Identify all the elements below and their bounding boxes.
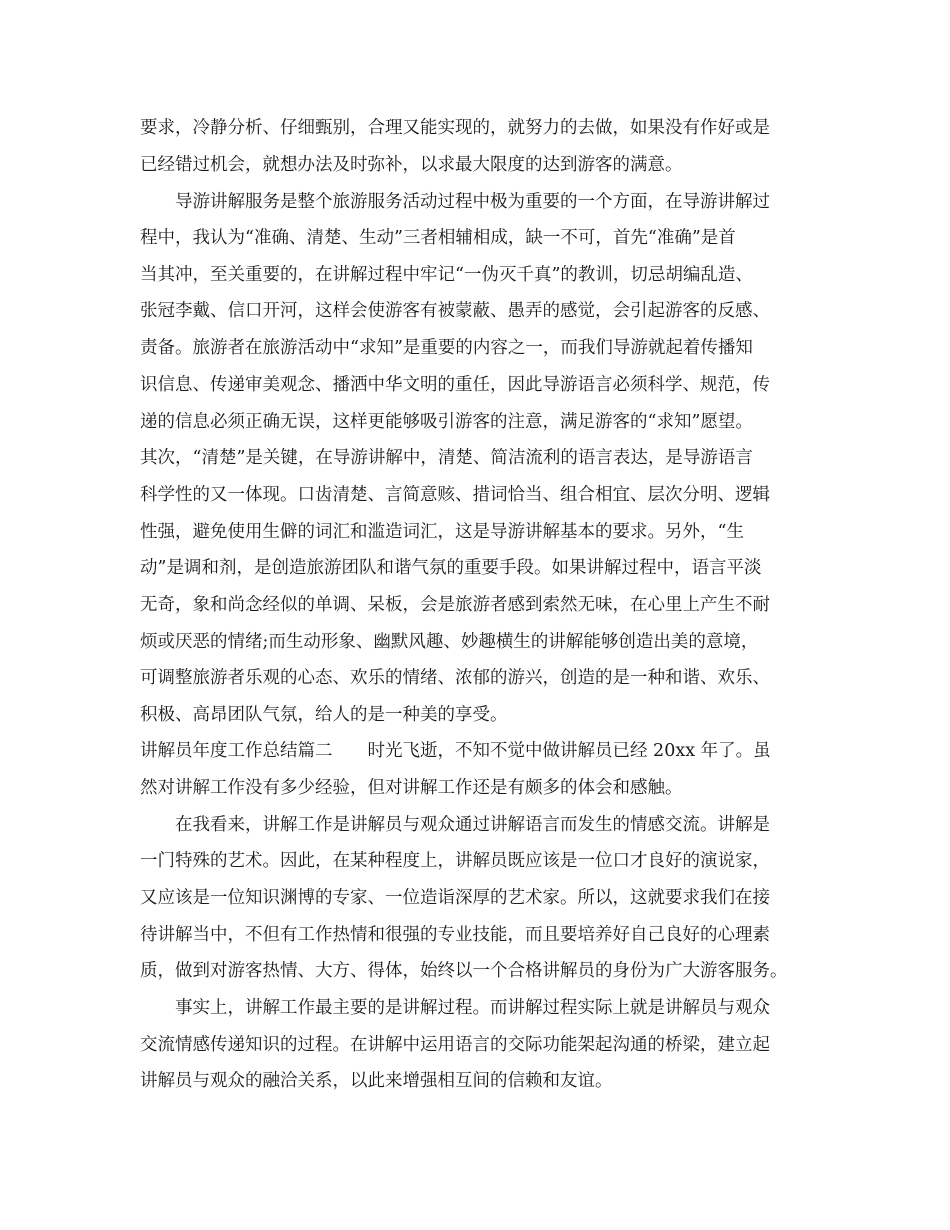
text-line: 可调整旅游者乐观的心态、欢乐的情绪、浓郁的游兴，创造的是一种和谐、欢乐、 bbox=[140, 668, 770, 688]
paragraph-first-line: 导游讲解服务是整个旅游服务活动过程中极为重要的一个方面，在导游讲解过 bbox=[175, 192, 770, 212]
text-line: 科学性的又一体现。口齿清楚、言简意赅、措词恰当、组合相宜、层次分明、逻辑 bbox=[140, 485, 770, 505]
text-line: 讲解员与观众的融洽关系，以此来增强相互间的信赖和友谊。 bbox=[140, 1071, 613, 1091]
text-line: 交流情感传递知识的过程。在讲解中运用语言的交际功能架起沟通的桥梁，建立起 bbox=[140, 1035, 770, 1055]
text-line: 然对讲解工作没有多少经验，但对讲解工作还是有颇多的体会和感触。 bbox=[140, 778, 683, 798]
text-line: 质，做到对游客热情、大方、得体，始终以一个合格讲解员的身份为广大游客服务。 bbox=[140, 961, 788, 981]
text-line: 已经错过机会，就想办法及时弥补，以求最大限度的达到游客的满意。 bbox=[140, 155, 683, 175]
section-heading-line: 讲解员年度工作总结篇二 时光飞逝，不知不觉中做讲解员已经 20xx 年了。虽 bbox=[140, 741, 771, 761]
text-line: 其次，“清楚”是关键，在导游讲解中，清楚、简洁流利的语言表达，是导游语言 bbox=[140, 448, 753, 468]
text-line: 积极、高昂团队气氛，给人的是一种美的享受。 bbox=[140, 705, 508, 725]
text-line: 递的信息必须正确无误，这样更能够吸引游客的注意，满足游客的“求知”愿望。 bbox=[140, 412, 753, 432]
paragraph-first-line: 事实上，讲解工作最主要的是讲解过程。而讲解过程实际上就是讲解员与观众 bbox=[175, 998, 770, 1018]
text-line: 责备。旅游者在旅游活动中“求知”是重要的内容之一，而我们导游就起着传播知 bbox=[140, 338, 753, 358]
text-line: 当其冲，至关重要的，在讲解过程中牢记“一伪灭千真”的教训，切忌胡编乱造、 bbox=[140, 265, 753, 285]
text-line: 一门特殊的艺术。因此，在某种程度上，讲解员既应该是一位口才良好的演说家， bbox=[140, 851, 770, 871]
text-line: 动”是调和剂，是创造旅游团队和谐气氛的重要手段。如果讲解过程中，语言平淡 bbox=[140, 558, 762, 578]
text-line: 要求，冷静分析、仔细甄别，合理又能实现的，就努力的去做，如果没有作好或是 bbox=[140, 118, 770, 138]
text-line: 识信息、传递审美观念、播洒中华文明的重任，因此导游语言必须科学、规范，传 bbox=[140, 375, 770, 395]
text-line: 程中，我认为“准确、清楚、生动”三者相辅相成，缺一不可，首先“准确”是首 bbox=[140, 228, 736, 248]
text-line: 烦或厌恶的情绪;而生动形象、幽默风趣、妙趣横生的讲解能够创造出美的意境， bbox=[140, 632, 759, 652]
text-line: 张冠李戴、信口开河，这样会使游客有被蒙蔽、愚弄的感觉，会引起游客的反感、 bbox=[140, 301, 770, 321]
paragraph-first-line: 在我看来，讲解工作是讲解员与观众通过讲解语言而发生的情感交流。讲解是 bbox=[175, 815, 770, 835]
text-line: 无奇，象和尚念经似的单调、呆板，会是旅游者感到索然无味，在心里上产生不耐 bbox=[140, 595, 770, 615]
text-line: 又应该是一位知识渊博的专家、一位造诣深厚的艺术家。所以，这就要求我们在接 bbox=[140, 888, 770, 908]
text-line: 待讲解当中，不但有工作热情和很强的专业技能，而且要培养好自己良好的心理素 bbox=[140, 925, 770, 945]
text-line: 性强，避免使用生僻的词汇和滥造词汇，这是导游讲解基本的要求。另外，“生 bbox=[140, 522, 744, 542]
